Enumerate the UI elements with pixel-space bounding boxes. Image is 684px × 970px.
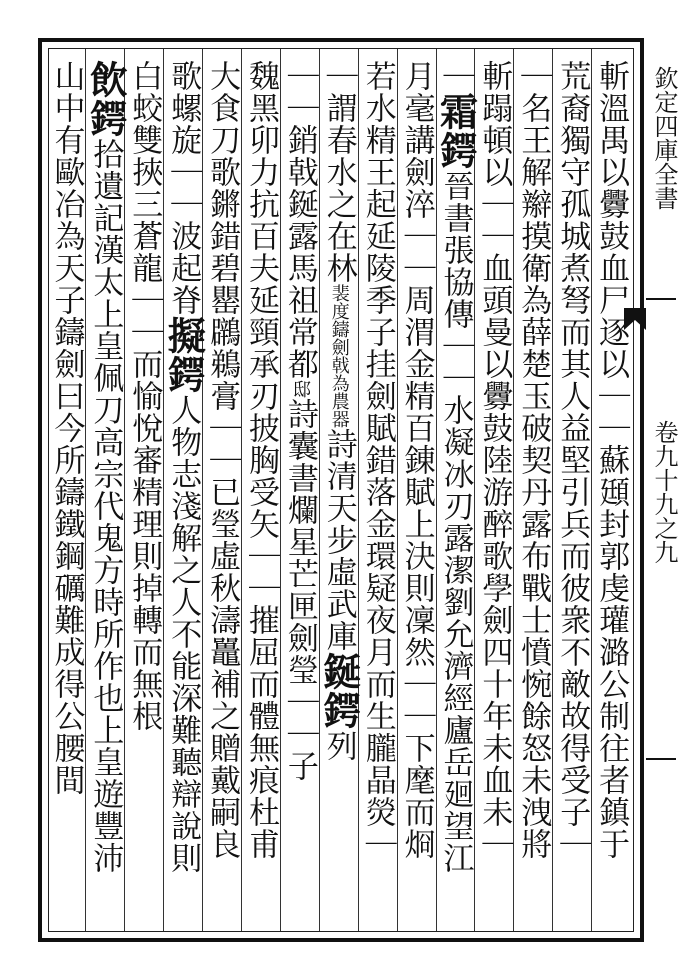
margin-volume: 卷九十九之九 [650,420,678,564]
text-column [280,60,320,920]
body-text: 詩囊書爛星芒匣劍瑩｜｜子 [281,398,318,782]
body-text: 晉書張協傳｜｜水凝冰刃露潔劉允濟經廬岳廻望江 [437,170,474,874]
body-text: 白蛟雙挾三蒼龍 [126,60,163,284]
text-column [513,60,553,920]
body-text: 魏黑卯力抗百夫延頸承刃披胸受矢｜｜摧屈而體無痕杜甫 [243,60,279,860]
margin-rule-top [646,298,676,300]
text-column [83,60,129,920]
entry-heading: 飲鍔 [83,60,129,138]
text-column [474,60,514,920]
body-text: 人物志淺解之人不能深難聽辯說則 [165,394,202,874]
body-text: ｜｜而愉悅審精理則掉轉而無根 [126,284,163,732]
body-text: 列 [320,730,357,762]
text-column [202,60,242,920]
text-column [358,60,398,920]
body-text: ｜ [437,60,474,92]
text-column [241,60,281,920]
text-column [161,60,207,920]
body-text: ｜名王解辮摸衛為薛楚玉破契丹露布戰士憤惋餘怒未洩將 [515,60,552,860]
body-text: 月毫講劍淬｜｜周渭金精百錬賦上決則凜然｜｜下麾而烱 [398,60,435,860]
body-text: 大食刀歌鏘錯碧罌鸊鵜膏｜｜已瑩虛秋濤鼉補之贈戴嗣良 [204,60,241,860]
body-text: 拾遺記漢太上皇佩刀高宗代鬼方時所作也上皇遊豐沛 [87,138,124,874]
text-column [397,60,437,920]
margin-book-title: 欽定四庫全書 [650,66,678,210]
body-text: 斬蹋頓以｜｜血頭曼以釁鼓陸游醉歌學劍四十年未血未｜ [476,60,513,860]
body-text: ｜｜銷戟鋋露馬祖常都 [281,60,318,380]
body-text: 詩清天步虛武庫 [320,428,357,652]
body-text: 荒裔獨守孤城煮弩而其人益堅引兵而彼衆不敵故得受子｜ [554,60,591,860]
body-text: 斬溫禺以釁鼓血尸逐以｜｜蘇頲封郭虔瓘潞公制往者鎮于 [593,60,630,860]
annotation-text: 裴度鑄劍戟為農器 [328,284,350,428]
text-column [124,60,164,920]
text-column [47,60,87,920]
body-text: ｜謂春水之在林 [320,60,357,284]
text-column [316,60,362,920]
annotation-text: 邸 [289,380,311,398]
text-column [591,60,631,920]
body-text: 若水精王起延陵季子挂劍賦錯落金環疑夜月而生朧晶熒｜ [359,60,396,860]
text-column [433,60,479,920]
entry-heading: 擬鍔 [161,316,207,394]
margin-rule-bottom [646,758,676,760]
body-text: 歌螺旋｜｜波起脊 [165,60,202,316]
text-column [552,60,592,920]
body-text: 山中有歐冶為天子鑄劍曰今所鑄鐵鋼礪難成得公腰間 [48,60,85,796]
entry-heading: 霜鍔 [433,92,479,170]
entry-heading: 鋋鍔 [316,652,362,730]
